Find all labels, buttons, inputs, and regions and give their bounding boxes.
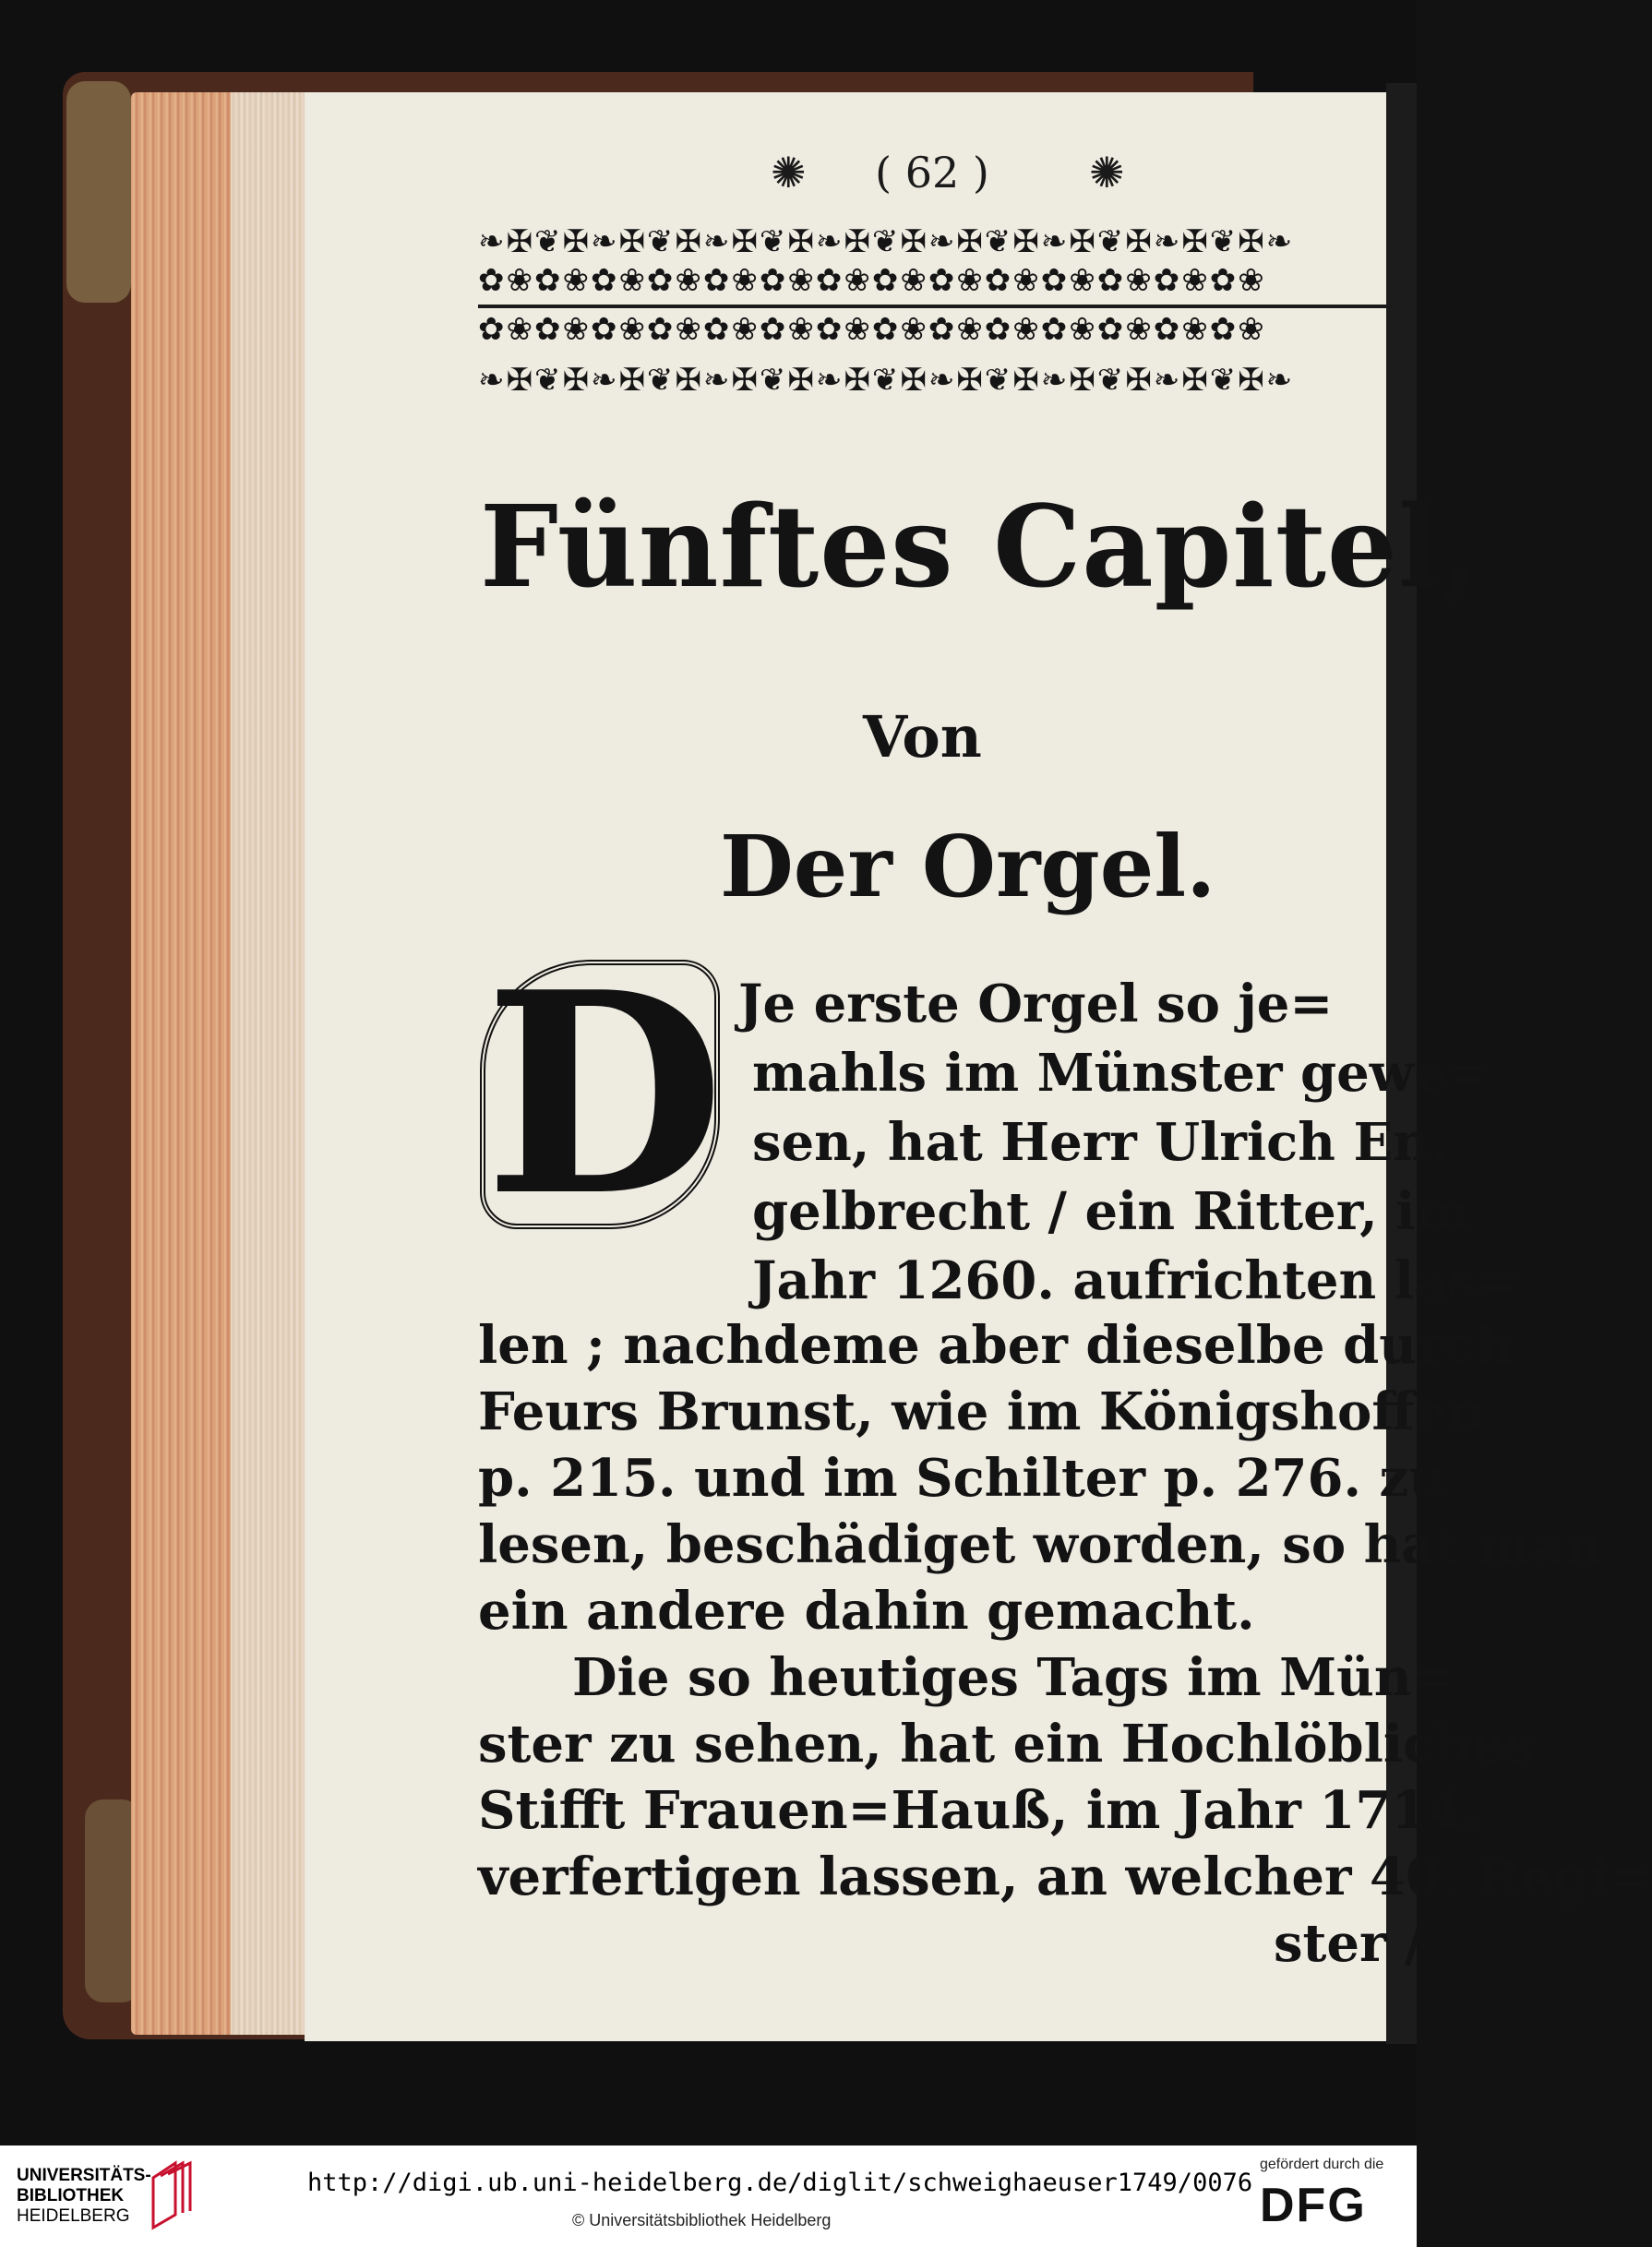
permalink-url[interactable]: http://digi.ub.uni-heidelberg.de/diglit/schweighaeuser1749/0076 — [307, 2169, 1253, 2197]
text-line: lesen, beschädiget worden, so hat man — [478, 1514, 1603, 1575]
text-line: Je erste Orgel so je= — [738, 974, 1334, 1034]
text-line: sen, hat Herr Ulrich En. — [752, 1112, 1449, 1173]
chapter-subtitle-von: Von — [863, 703, 982, 771]
catchword: ster / — [1274, 1913, 1424, 1974]
text-line: Jahr 1260. aufrichten las= — [752, 1250, 1520, 1311]
library-logo-icon — [148, 2159, 194, 2229]
decorative-headband — [478, 223, 1392, 412]
headband-row: ❧✠❦✠❧✠❦✠❧✠❦✠❧✠❦✠❧✠❦✠❧✠❦✠❧✠❦✠❧ — [478, 362, 1295, 399]
ornament-left-icon: ✺ — [771, 148, 807, 197]
copyright-notice: © Universitätsbibliothek Heidelberg — [572, 2211, 832, 2229]
text-line: ein andere dahin gemacht. — [478, 1581, 1255, 1642]
library-name-line: UNIVERSITÄTS- — [17, 2166, 151, 2185]
headband-row: ✿❀✿❀✿❀✿❀✿❀✿❀✿❀✿❀✿❀✿❀✿❀✿❀✿❀✿❀ — [478, 262, 1266, 299]
library-name-line: HEIDELBERG — [17, 2206, 130, 2226]
cover-wear-top — [66, 81, 131, 303]
text-line: Feurs Brunst, wie im Königshoffen — [478, 1381, 1485, 1442]
headband-divider — [478, 305, 1392, 308]
text-line: len ; nachdeme aber dieselbe durch — [478, 1315, 1514, 1376]
text-line: mahls im Münster gewe= — [752, 1043, 1490, 1104]
text-line: Die so heutiges Tags im Mün= — [572, 1647, 1455, 1708]
library-name-line: BIBLIOTHEK — [17, 2186, 125, 2205]
headband-row: ✿❀✿❀✿❀✿❀✿❀✿❀✿❀✿❀✿❀✿❀✿❀✿❀✿❀✿❀ — [478, 311, 1266, 348]
headband-row: ❧✠❦✠❧✠❦✠❧✠❦✠❧✠❦✠❧✠❦✠❧✠❦✠❧✠❦✠❧ — [478, 223, 1295, 260]
funder-label: gefördert durch die — [1260, 2157, 1384, 2172]
page-stack — [231, 92, 306, 2035]
dropcap-letter: D — [484, 931, 725, 1257]
text-line: ster zu sehen, hat ein Hochlöbliches — [478, 1714, 1535, 1775]
text-line: gelbrecht / ein Ritter, im — [752, 1181, 1470, 1242]
chapter-subtitle-orgel: Der Orgel. — [720, 817, 1216, 916]
text-line: p. 215. und im Schilter p. 276. zu — [478, 1448, 1446, 1509]
chapter-title: Fünftes Capitel, — [480, 480, 1480, 613]
dfg-logo: DFG — [1260, 2179, 1367, 2232]
text-line: verfertigen lassen, an welcher 40. Regi= — [478, 1847, 1652, 1907]
text-line: Stifft Frauen=Hauß, im Jahr 1714. — [478, 1780, 1481, 1841]
library-name — [17, 2166, 151, 2227]
ornament-right-icon: ✺ — [1089, 148, 1125, 197]
page-number: ( 62 ) — [875, 148, 989, 197]
